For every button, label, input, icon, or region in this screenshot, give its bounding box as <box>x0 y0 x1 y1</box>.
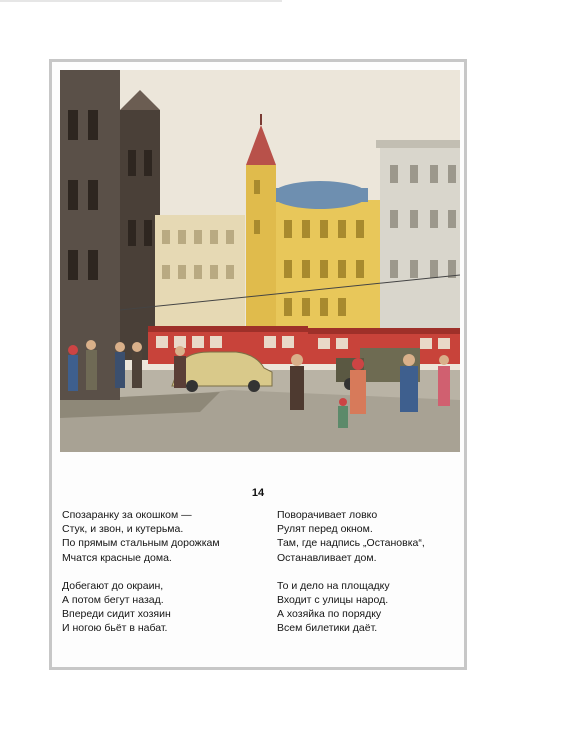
poem-line: Поворачивает ловко <box>277 509 378 521</box>
poem-line: Мчатся красные дома. <box>62 551 172 564</box>
page-number: 14 <box>251 487 265 499</box>
poem-line: Рулят перед окном. <box>277 523 373 536</box>
street-scene-svg <box>60 70 460 452</box>
poem-line: Стук, и звон, и кутерьма. <box>62 523 184 536</box>
stanza <box>62 508 220 565</box>
stanza <box>277 579 425 636</box>
top-edge-line <box>0 0 282 2</box>
street-scene-illustration <box>60 70 460 452</box>
poem-line: Всем билетики даёт. <box>277 622 378 635</box>
poem-line: Останавливает дом. <box>277 551 377 564</box>
poem-line: То и дело на площадку <box>277 579 390 592</box>
poem-line: Там, где надпись „Остановка“, <box>277 537 425 550</box>
poem-line: Входит с улицы народ. <box>277 594 389 607</box>
poem-left-column <box>62 508 220 650</box>
poem-line: Впереди сидит хозяин <box>62 608 171 621</box>
stanza <box>62 579 220 636</box>
poem-line: Спозаранку за окошком — <box>62 509 192 521</box>
poem-line: И ногою бьёт в набат. <box>62 622 168 635</box>
poem-line: Добегают до окраин, <box>62 579 164 592</box>
poem-line: А потом бегут назад. <box>62 594 164 607</box>
poem-right-column <box>277 508 425 650</box>
stanza <box>277 508 425 565</box>
poem-line: По прямым стальным дорожкам <box>62 537 220 550</box>
poem-line: А хозяйка по порядку <box>277 608 382 621</box>
book-page <box>49 59 467 670</box>
